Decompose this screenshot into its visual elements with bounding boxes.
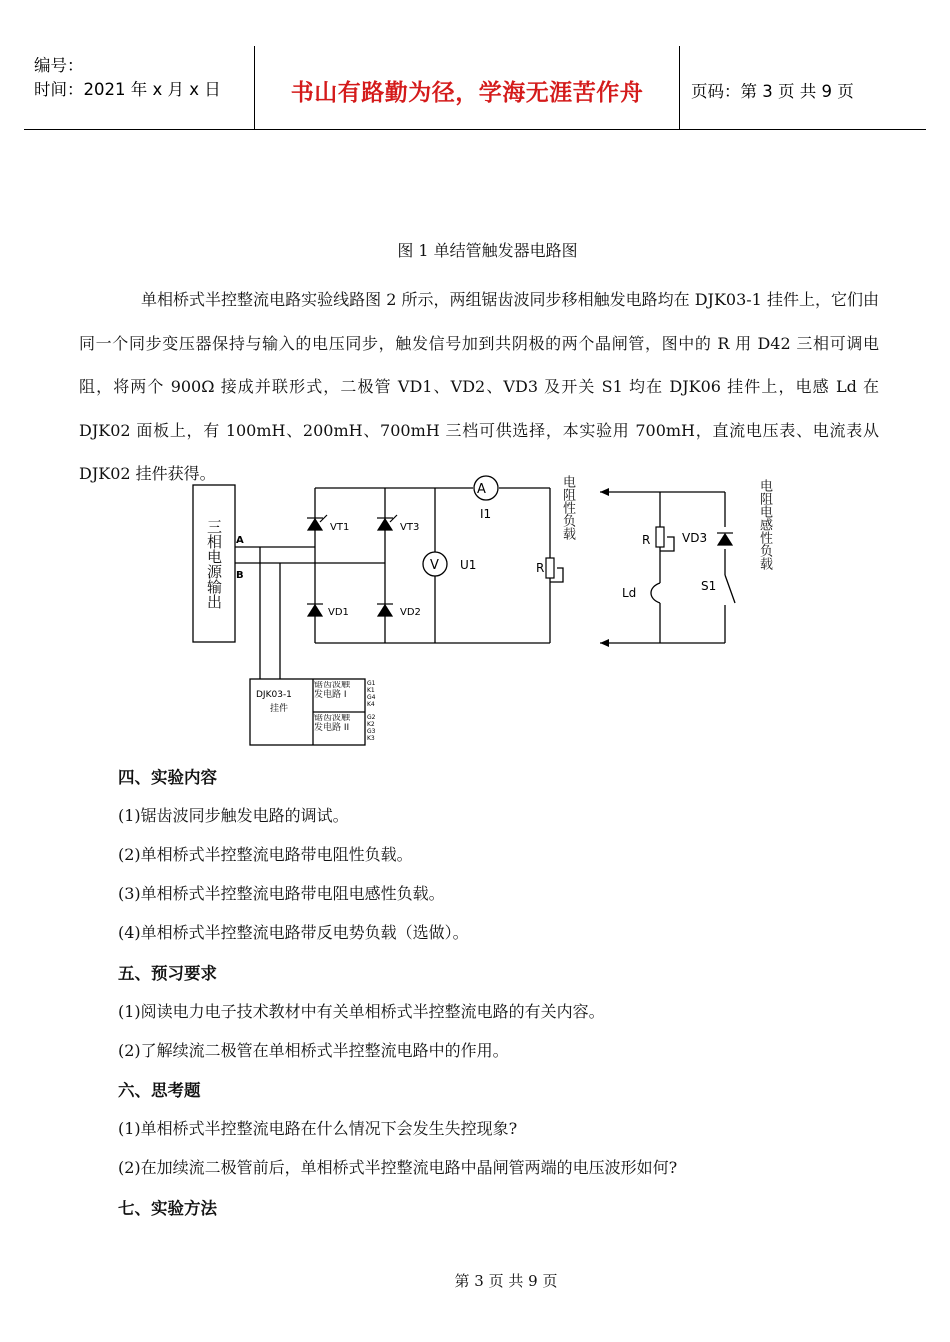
- r2-label: R: [642, 533, 651, 547]
- header-page-code: 页码：第 3 页 共 9 页: [691, 82, 854, 101]
- diode-vd2-symbol: [378, 605, 392, 616]
- header-divider: [679, 46, 680, 129]
- list-item: (1)阅读电力电子技术教材中有关单相桥式半控整流电路的有关内容。: [118, 1002, 605, 1021]
- page-header: [24, 46, 926, 130]
- vd1-label: VD1: [328, 607, 349, 618]
- rl-load-label: 电阻电感性负载: [757, 479, 772, 570]
- diode-vd3-symbol: [718, 534, 732, 545]
- resistor-r-symbol: [546, 558, 554, 578]
- figure-caption: 图 1 单结管触发器电路图: [397, 241, 578, 260]
- ammeter-label: A: [477, 482, 486, 497]
- resistor-label: R: [536, 561, 545, 575]
- list-item: (2)单相桥式半控整流电路带电阻性负载。: [118, 845, 413, 864]
- section-6-title: 六、思考题: [118, 1081, 201, 1100]
- resistor-r2-symbol: [656, 527, 664, 547]
- list-item: (2)了解续流二极管在单相桥式半控整流电路中的作用。: [118, 1041, 509, 1060]
- ld-label: Ld: [622, 586, 637, 600]
- time-label: 时间：2021 年 x 月 x 日: [34, 80, 221, 99]
- thyristor-vt3-symbol: [378, 519, 392, 530]
- g4-label: G4: [367, 694, 376, 701]
- vd3-label: VD3: [682, 531, 708, 545]
- k4-label: K4: [367, 701, 375, 708]
- page-footer: 第 3 页 共 9 页: [454, 1272, 558, 1290]
- g3-label: G3: [367, 728, 376, 735]
- g1-label: G1: [367, 680, 376, 687]
- trigger-circuit-1-label: 锯齿波触发电路 I: [314, 681, 351, 700]
- number-label: 编号：: [34, 56, 84, 75]
- header-meta: [34, 54, 221, 102]
- inductor-ld-symbol: [651, 583, 660, 603]
- voltage-label: U1: [460, 558, 477, 572]
- current-label: I1: [480, 507, 492, 521]
- resistive-load-label: 电阻性负载: [560, 475, 575, 540]
- s1-label: S1: [701, 579, 717, 593]
- djk-label-1: DJK03-1: [256, 690, 292, 700]
- body-paragraph: [79, 278, 879, 496]
- k1-label: K1: [367, 687, 375, 694]
- list-item: (1)单相桥式半控整流电路在什么情况下会发生失控现象?: [118, 1119, 518, 1138]
- diode-vd1-symbol: [308, 605, 322, 616]
- power-source-label: 三相电源输出: [205, 519, 223, 609]
- section-5-title: 五、预习要求: [118, 964, 217, 983]
- trigger-circuit-2-label: 锯齿波触发电路 II: [314, 714, 351, 733]
- k2-label: K2: [367, 721, 375, 728]
- thyristor-vt1-symbol: [308, 519, 322, 530]
- section-7-title: 七、实验方法: [118, 1199, 217, 1218]
- list-item: (1)锯齿波同步触发电路的调试。: [118, 806, 349, 825]
- node-a-label: A: [236, 535, 244, 546]
- list-item: (4)单相桥式半控整流电路带反电势负载（选做）。: [118, 923, 469, 942]
- voltmeter-label: V: [430, 558, 439, 573]
- node-b-label: B: [236, 570, 244, 581]
- vt3-label: VT3: [400, 522, 420, 533]
- g2-label: G2: [367, 714, 376, 721]
- djk-label-2: 挂件: [270, 704, 289, 714]
- list-item: (3)单相桥式半控整流电路带电阻电感性负载。: [118, 884, 445, 903]
- section-4-title: 四、实验内容: [118, 768, 217, 787]
- header-motto: 书山有路勤为径，学海无涯苦作舟: [290, 80, 644, 106]
- k3-label: K3: [367, 735, 375, 742]
- vd2-label: VD2: [400, 607, 421, 618]
- paragraph-text: 单相桥式半控整流电路实验线路图 2 所示，两组锯齿波同步移相触发电路均在 DJK03-1 挂件上，它们由同一个同步变压器保持与输入的电压同步，触发信号加到共阴极的两个晶闸管，图中的 R 用 D42 三相可调电阻，将两个 900Ω 接成并联形式，二极管 VD1、VD2、VD3 及开关 S1 均在 DJK06 挂件上，电感 Ld 在 DJK02 面板上，有 100mH、200mH、700mH 三档可供选择，本实验用 700mH，直流电压表、电流表从 DJK02 挂件获得。: [79, 290, 879, 483]
- circuit-diagram: [180, 475, 800, 750]
- list-item: (2)在加续流二极管前后，单相桥式半控整流电路中晶闸管两端的电压波形如何?: [118, 1158, 678, 1177]
- vt1-label: VT1: [330, 522, 350, 533]
